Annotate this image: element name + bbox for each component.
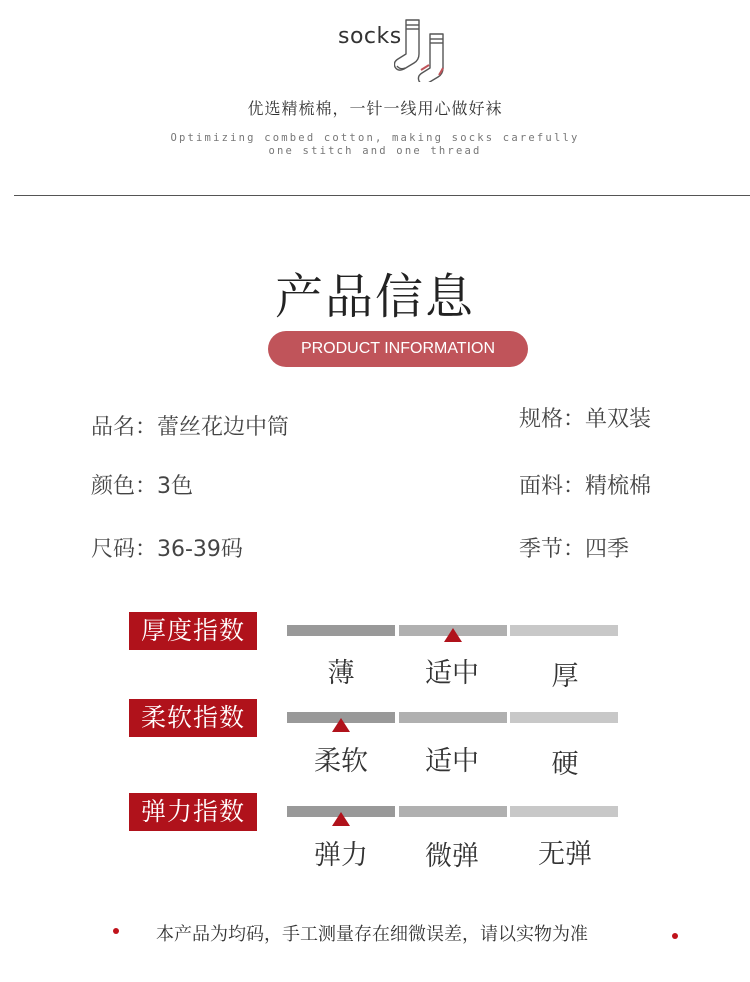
thickness-bar-segment-1 — [287, 625, 395, 636]
elasticity-index-label: 弹力指数 — [129, 793, 257, 831]
elasticity-scale-mid: 微弹 — [425, 841, 479, 872]
softness-bar-segment-2 — [399, 712, 507, 723]
elasticity-bar-segment-2 — [399, 806, 507, 817]
softness-index-label: 柔软指数 — [129, 699, 257, 737]
softness-scale-high: 硬 — [551, 749, 579, 780]
info-season: 季节：四季 — [519, 537, 630, 562]
info-fabric: 面料：精梳棉 — [519, 474, 652, 499]
info-spec: 规格：单双装 — [519, 407, 652, 432]
softness-marker — [332, 718, 350, 732]
thickness-index-label: 厚度指数 — [129, 612, 257, 650]
thickness-scale-mid: 适中 — [425, 658, 479, 689]
tagline-english-line2: one stitch and one thread — [268, 145, 482, 157]
elasticity-marker — [332, 812, 350, 826]
softness-scale-low: 柔软 — [314, 746, 368, 777]
softness-bar-segment-3 — [510, 712, 618, 723]
thickness-scale-low: 薄 — [327, 658, 355, 689]
thickness-scale-high: 厚 — [551, 661, 579, 692]
header-divider — [14, 195, 750, 196]
brand-word: socks — [338, 24, 402, 49]
socks-icon — [394, 18, 452, 82]
elasticity-scale-high: 无弹 — [538, 839, 592, 870]
section-subtitle-pill: PRODUCT INFORMATION — [268, 331, 528, 367]
thickness-bar-segment-3 — [510, 625, 618, 636]
section-title: 产品信息 — [274, 269, 475, 325]
elasticity-bar-segment-3 — [510, 806, 618, 817]
tagline-english-line1: Optimizing combed cotton, making socks carefully — [170, 132, 580, 144]
softness-scale-mid: 适中 — [425, 746, 479, 777]
footnote-right-dot — [672, 933, 678, 939]
tagline-chinese: 优选精梳棉，一针一线用心做好袜 — [247, 99, 503, 118]
thickness-marker — [444, 628, 462, 642]
footnote-left-dot — [113, 928, 119, 934]
info-color: 颜色：3色 — [91, 474, 193, 499]
elasticity-scale-low: 弹力 — [314, 840, 368, 871]
info-product-name: 品名：蕾丝花边中筒 — [91, 415, 290, 440]
info-size: 尺码：36-39码 — [91, 537, 243, 562]
footnote-text: 本产品为均码，手工测量存在细微误差，请以实物为准 — [156, 924, 588, 945]
